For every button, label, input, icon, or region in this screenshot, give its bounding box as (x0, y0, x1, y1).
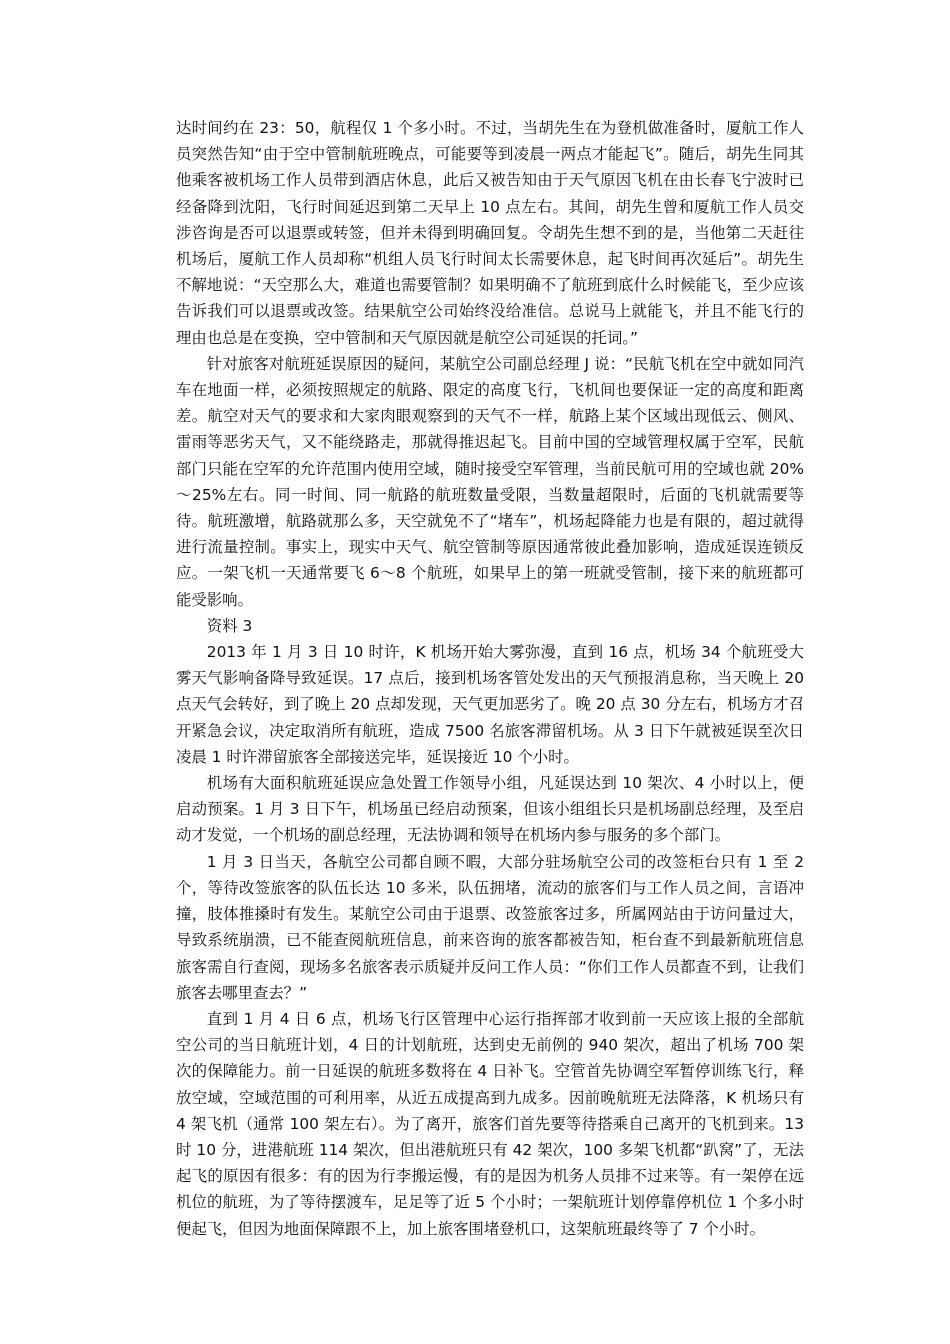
paragraph-airline-explanation: 针对旅客对航班延误原因的疑问，某航空公司副总经理 J 说：“民航飞机在空中就如同汽车在地面一样，必须按照规定的航路、限定的高度飞行，飞机间也要保证一定的高度和距离差。航空对天气的要求和大家肉眼观察到的天气不一样，航路上某个区域出现低云、侧风、雷雨等恶劣天气，又不能绕路走，那就得推迟起飞。目前中国的空域管理权属于空军，民航部门只能在空军的允许范围内使用空域，随时接受空军管理，当前民航可用的空域也就 20%～25%左右。同一时间、同一航路的航班数量受限，当数量超限时，后面的飞机就需要等待。航班激增，航路就那么多，天空就免不了“堵车”，机场起降能力也是有限的，超过就得进行流量控制。事实上，现实中天气、航空管制等原因通常彼此叠加影响，造成延误连锁反应。一架飞机一天通常要飞 6～8 个航班，如果早上的第一班就受管制，接下来的航班都可能受影响。 (176, 354, 804, 609)
section-heading-material-3: 资料 3 (206, 616, 253, 635)
paragraph-counter-chaos: 1 月 3 日当天，各航空公司都自顾不暇，大部分驻场航空公司的改签柜台只有 1 至 2 个，等待改签旅客的队伍长达 10 多米，队伍拥堵，流动的旅客们与工作人员之间，言语冲撞，肢体推搡时有发生。某航空公司由于退票、改签旅客过多，所属网站由于访问量过大，导致系统崩溃，已不能查阅航班信息，前来咨询的旅客都被告知，柜台查不到最新航班信息旅客需自行查阅，现场多名旅客表示质疑并反问工作人员：“你们工作人员都查不到，让我们旅客去哪里查去？” (176, 852, 804, 1002)
paragraph-emergency-group: 机场有大面积航班延误应急处置工作领导小组，凡延误达到 10 架次、4 小时以上，便启动预案。1 月 3 日下午，机场虽已经启动预案，但该小组组长只是机场副总经理，及至启动才发觉，一个机场的副总经理，无法协调和领导在机场内参与服务的多个部门。 (176, 774, 804, 845)
document-page (176, 115, 804, 1242)
paragraph-fog-event: 2013 年 1 月 3 日 10 时许，K 机场开始大雾弥漫，直到 16 点，机场 34 个航班受大雾天气影响备降导致延误。17 点后，接到机场客管处发出的天气预报消息称，当天晚上 20 点天气会转好，到了晚上 20 点却发现，天气更加恶劣了。晚 20 点 30 分左右，机场方才召开紧急会议，决定取消所有航班，造成 7500 名旅客滞留机场。从 3 日下午就被延误至次日凌晨 1 时许滞留旅客全部接送完毕，延误接近 10 个小时。 (176, 643, 804, 766)
paragraph-recovery: 直到 1 月 4 日 6 点，机场飞行区管理中心运行指挥部才收到前一天应该上报的全部航空公司的当日航班计划，4 日的计划航班，达到史无前例的 940 架次，超出了机场 700 架次的保障能力。前一日延误的航班多数将在 4 日补飞。空管首先协调空军暂停训练飞行，释放空域，空域范围的可利用率，从近五成提高到九成多。因前晚航班无法降落，K 机场只有 4 架飞机（通常 100 架左右）。为了离开，旅客们首先要等待搭乘自己离开的飞机到来。13 时 10 分，进港航班 114 架次，但出港航班只有 42 架次，100 多架飞机都“趴窝”了，无法起飞的原因有很多：有的因为行李搬运慢，有的是因为机务人员排不过来等。有一架停在远机位的航班，为了等待摆渡车，足足等了近 5 个小时；一架航班计划停靠停机位 1 个多小时便起飞，但因为地面保障跟不上，加上旅客围堵登机口，这架航班最终等了 7 个小时。 (176, 1009, 804, 1238)
paragraph-continuation: 达时间约在 23：50，航程仅 1 个多小时。不过，当胡先生在为登机做准备时，厦航工作人员突然告知“由于空中管制航班晚点，可能要等到凌晨一两点才能起飞”。随后，胡先生同其他乘客被机场工作人员带到酒店休息，此后又被告知由于天气原因飞机在由长春飞宁波时已经备降到沈阳，飞行时间延迟到第二天早上 10 点左右。其间，胡先生曾和厦航工作人员交涉咨询是否可以退票或转签，但并未得到明确回复。令胡先生想不到的是，当他第二天赶往机场后，厦航工作人员却称“机组人员飞行时间太长需要休息，起飞时间再次延后”。胡先生不解地说：“天空那么大，难道也需要管制？如果明确不了航班到底什么时候能飞，至少应该告诉我们可以退票或改签。结果航空公司始终没给准信。总说马上就能飞，并且不能飞行的理由也总是在变换，空中管制和天气原因就是航空公司延误的托词。” (176, 119, 804, 347)
